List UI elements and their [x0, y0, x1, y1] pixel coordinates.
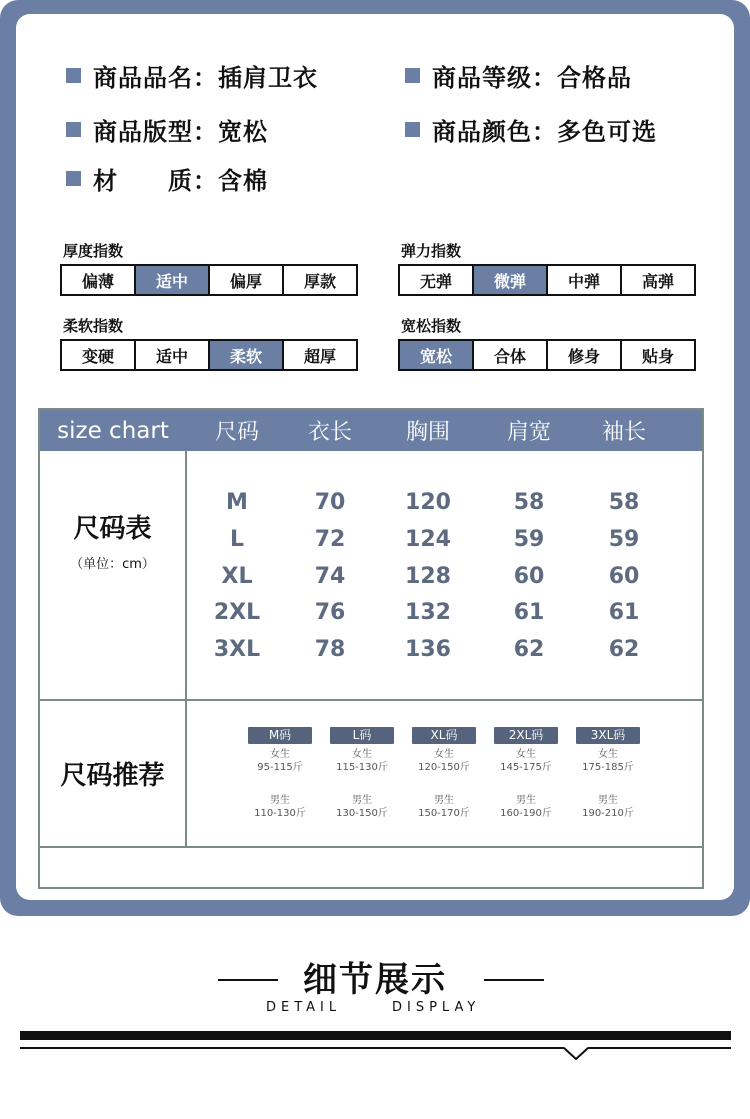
info-text: 商品颜色：多色可选 — [432, 118, 657, 146]
size-chart-table — [38, 408, 704, 889]
recommend-title: 尺码推荐 — [60, 761, 165, 791]
info-product-color — [405, 112, 657, 147]
female-range: 145-175斤 — [500, 762, 552, 773]
scale-label-softness: 柔软指数 — [63, 317, 124, 335]
female-range: 120-150斤 — [418, 762, 470, 773]
square-bullet-icon — [405, 68, 420, 83]
size-value-cell: 58 — [513, 489, 545, 515]
male-range: 110-130斤 — [254, 808, 306, 819]
female-label: 女生 — [434, 749, 454, 760]
male-range: 190-210斤 — [582, 808, 634, 819]
scale-label-elasticity: 弹力指数 — [401, 242, 462, 260]
header-cell: 尺码 — [214, 420, 259, 445]
size-value-cell: 70 — [314, 489, 346, 515]
info-product-material — [66, 161, 268, 196]
scale-option: 宽松 — [400, 341, 472, 369]
scale-label-thickness: 厚度指数 — [63, 242, 124, 260]
detail-title: 细节展示 — [303, 960, 447, 1000]
divider-thick-bar — [20, 1031, 731, 1040]
info-text: 商品版型：宽松 — [93, 118, 268, 146]
scale-option: 变硬 — [62, 341, 134, 369]
scale-option: 适中 — [134, 341, 208, 369]
divider-thin-bar — [20, 1047, 731, 1049]
size-value-cell: 62 — [513, 636, 545, 662]
square-bullet-icon — [66, 68, 81, 83]
scale-option: 厚款 — [282, 266, 356, 294]
male-label: 男生 — [598, 795, 618, 806]
male-label: 男生 — [516, 795, 536, 806]
male-label: 男生 — [434, 795, 454, 806]
size-table-unit: （单位：cm） — [70, 557, 155, 572]
chevron-down-icon — [564, 1047, 588, 1060]
scale-option: 修身 — [546, 341, 620, 369]
header-cell: 肩宽 — [506, 420, 551, 445]
detail-subtitle-right: DISPLAY — [392, 1000, 481, 1015]
info-product-fit — [66, 112, 268, 147]
male-label: 男生 — [270, 795, 290, 806]
scale-thickness — [60, 264, 358, 296]
size-value-cell: 136 — [405, 636, 451, 662]
female-label: 女生 — [270, 749, 290, 760]
scale-looseness — [398, 339, 696, 371]
detail-rule-left — [218, 979, 278, 981]
recommend-column — [575, 727, 641, 820]
size-label-cell: M — [226, 489, 248, 515]
male-label: 男生 — [352, 795, 372, 806]
size-value-cell: 76 — [314, 599, 346, 625]
info-text: 商品品名：插肩卫衣 — [93, 64, 318, 92]
size-label-cell: 2XL — [213, 599, 261, 625]
info-product-grade — [405, 58, 632, 93]
size-label-cell: 3XL — [213, 636, 261, 662]
scale-option: 超厚 — [282, 341, 356, 369]
size-value-cell: 59 — [608, 526, 640, 552]
male-range: 160-190斤 — [500, 808, 552, 819]
size-table-title: 尺码表 — [73, 514, 152, 544]
size-value-cell: 59 — [513, 526, 545, 552]
scale-option: 适中 — [134, 266, 208, 294]
size-value-cell: 128 — [405, 563, 451, 589]
square-bullet-icon — [66, 122, 81, 137]
info-product-name — [66, 58, 318, 93]
size-label-cell: XL — [221, 563, 253, 589]
header-cell: 袖长 — [601, 420, 646, 445]
header-size-chart: size chart — [57, 417, 169, 444]
scale-option: 中弹 — [546, 266, 620, 294]
size-value-cell: 61 — [513, 599, 545, 625]
detail-rule-right — [484, 979, 544, 981]
recommend-column — [411, 727, 477, 820]
table-divider-horizontal — [40, 846, 702, 848]
size-value-cell: 74 — [314, 563, 346, 589]
scale-option: 无弹 — [400, 266, 472, 294]
size-value-cell: 124 — [405, 526, 451, 552]
scale-option: 偏薄 — [62, 266, 134, 294]
recommend-column — [247, 727, 313, 820]
table-divider-vertical — [185, 451, 187, 846]
detail-subtitle-left: DETAIL — [266, 1000, 342, 1015]
female-label: 女生 — [598, 749, 618, 760]
size-chart-header — [40, 410, 702, 451]
scale-label-looseness: 宽松指数 — [401, 317, 462, 335]
size-badge: L码 — [330, 727, 394, 744]
size-badge: 2XL码 — [494, 727, 558, 744]
scale-option: 合体 — [472, 341, 546, 369]
scale-softness — [60, 339, 358, 371]
size-value-cell: 120 — [405, 489, 451, 515]
male-range: 150-170斤 — [418, 808, 470, 819]
table-divider-horizontal — [40, 699, 702, 701]
scale-option: 贴身 — [620, 341, 694, 369]
scale-option: 柔软 — [208, 341, 282, 369]
size-value-cell: 62 — [608, 636, 640, 662]
female-range: 95-115斤 — [257, 762, 303, 773]
header-cell: 衣长 — [307, 420, 352, 445]
size-value-cell: 60 — [608, 563, 640, 589]
male-range: 130-150斤 — [336, 808, 388, 819]
header-cell: 胸围 — [405, 420, 450, 445]
scale-option: 微弹 — [472, 266, 546, 294]
size-badge: 3XL码 — [576, 727, 640, 744]
size-value-cell: 61 — [608, 599, 640, 625]
square-bullet-icon — [405, 122, 420, 137]
size-value-cell: 132 — [405, 599, 451, 625]
info-text: 材 质：含棉 — [93, 167, 268, 195]
info-text: 商品等级：合格品 — [432, 64, 632, 92]
scale-elasticity — [398, 264, 696, 296]
scale-option: 高弹 — [620, 266, 694, 294]
size-badge: M码 — [248, 727, 312, 744]
square-bullet-icon — [66, 171, 81, 186]
recommend-column — [493, 727, 559, 820]
size-badge: XL码 — [412, 727, 476, 744]
scale-option: 偏厚 — [208, 266, 282, 294]
female-range: 175-185斤 — [582, 762, 634, 773]
female-range: 115-130斤 — [336, 762, 388, 773]
size-label-cell: L — [229, 526, 245, 552]
size-value-cell: 60 — [513, 563, 545, 589]
female-label: 女生 — [352, 749, 372, 760]
size-value-cell: 72 — [314, 526, 346, 552]
recommend-column — [329, 727, 395, 820]
size-value-cell: 78 — [314, 636, 346, 662]
female-label: 女生 — [516, 749, 536, 760]
size-value-cell: 58 — [608, 489, 640, 515]
